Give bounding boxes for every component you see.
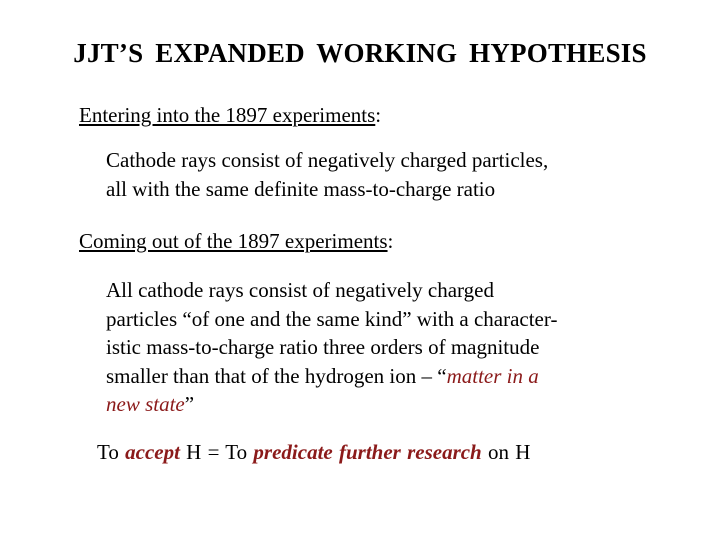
- hypothesis-after-line: particles “of one and the same kind” with a character-: [106, 306, 558, 331]
- matter-new-state-quote-end: new state: [106, 392, 185, 416]
- conclusion-part: H = To: [179, 440, 254, 464]
- hypothesis-after-line: [106, 390, 557, 419]
- matter-new-state-quote: matter in a: [446, 363, 539, 388]
- section-heading-after: [79, 229, 393, 254]
- hypothesis-before-line: Cathode rays consist of negatively charged particles,: [106, 148, 549, 172]
- line5-plain: ”: [184, 392, 195, 416]
- heading-after-text: Coming out of the 1897 experiments: [79, 229, 388, 253]
- hypothesis-after-line: [106, 362, 557, 391]
- hypothesis-after-line: istic mass-to-charge ratio three orders of magnitude: [106, 335, 540, 359]
- heading-before-colon: :: [375, 103, 382, 127]
- heading-before-text: Entering into the 1897 experiments: [79, 103, 376, 127]
- conclusion-equation: [97, 440, 530, 465]
- heading-after-colon: :: [387, 229, 394, 253]
- conclusion-part: To: [97, 440, 126, 464]
- hypothesis-before-line: all with the same definite mass-to-charge ratio: [106, 176, 496, 201]
- predicate-research-emphasis: predicate further research: [253, 440, 482, 464]
- section-heading-before: [79, 103, 381, 128]
- slide-title: JJT’S EXPANDED WORKING HYPOTHESIS: [73, 38, 647, 68]
- hypothesis-before: [106, 146, 548, 203]
- hypothesis-after: [106, 276, 557, 419]
- conclusion-part: on H: [481, 440, 531, 464]
- accept-emphasis: accept: [125, 440, 180, 464]
- hypothesis-after-line: All cathode rays consist of negatively charged: [106, 278, 494, 302]
- line4-plain: smaller than that of the hydrogen ion – “: [106, 363, 447, 388]
